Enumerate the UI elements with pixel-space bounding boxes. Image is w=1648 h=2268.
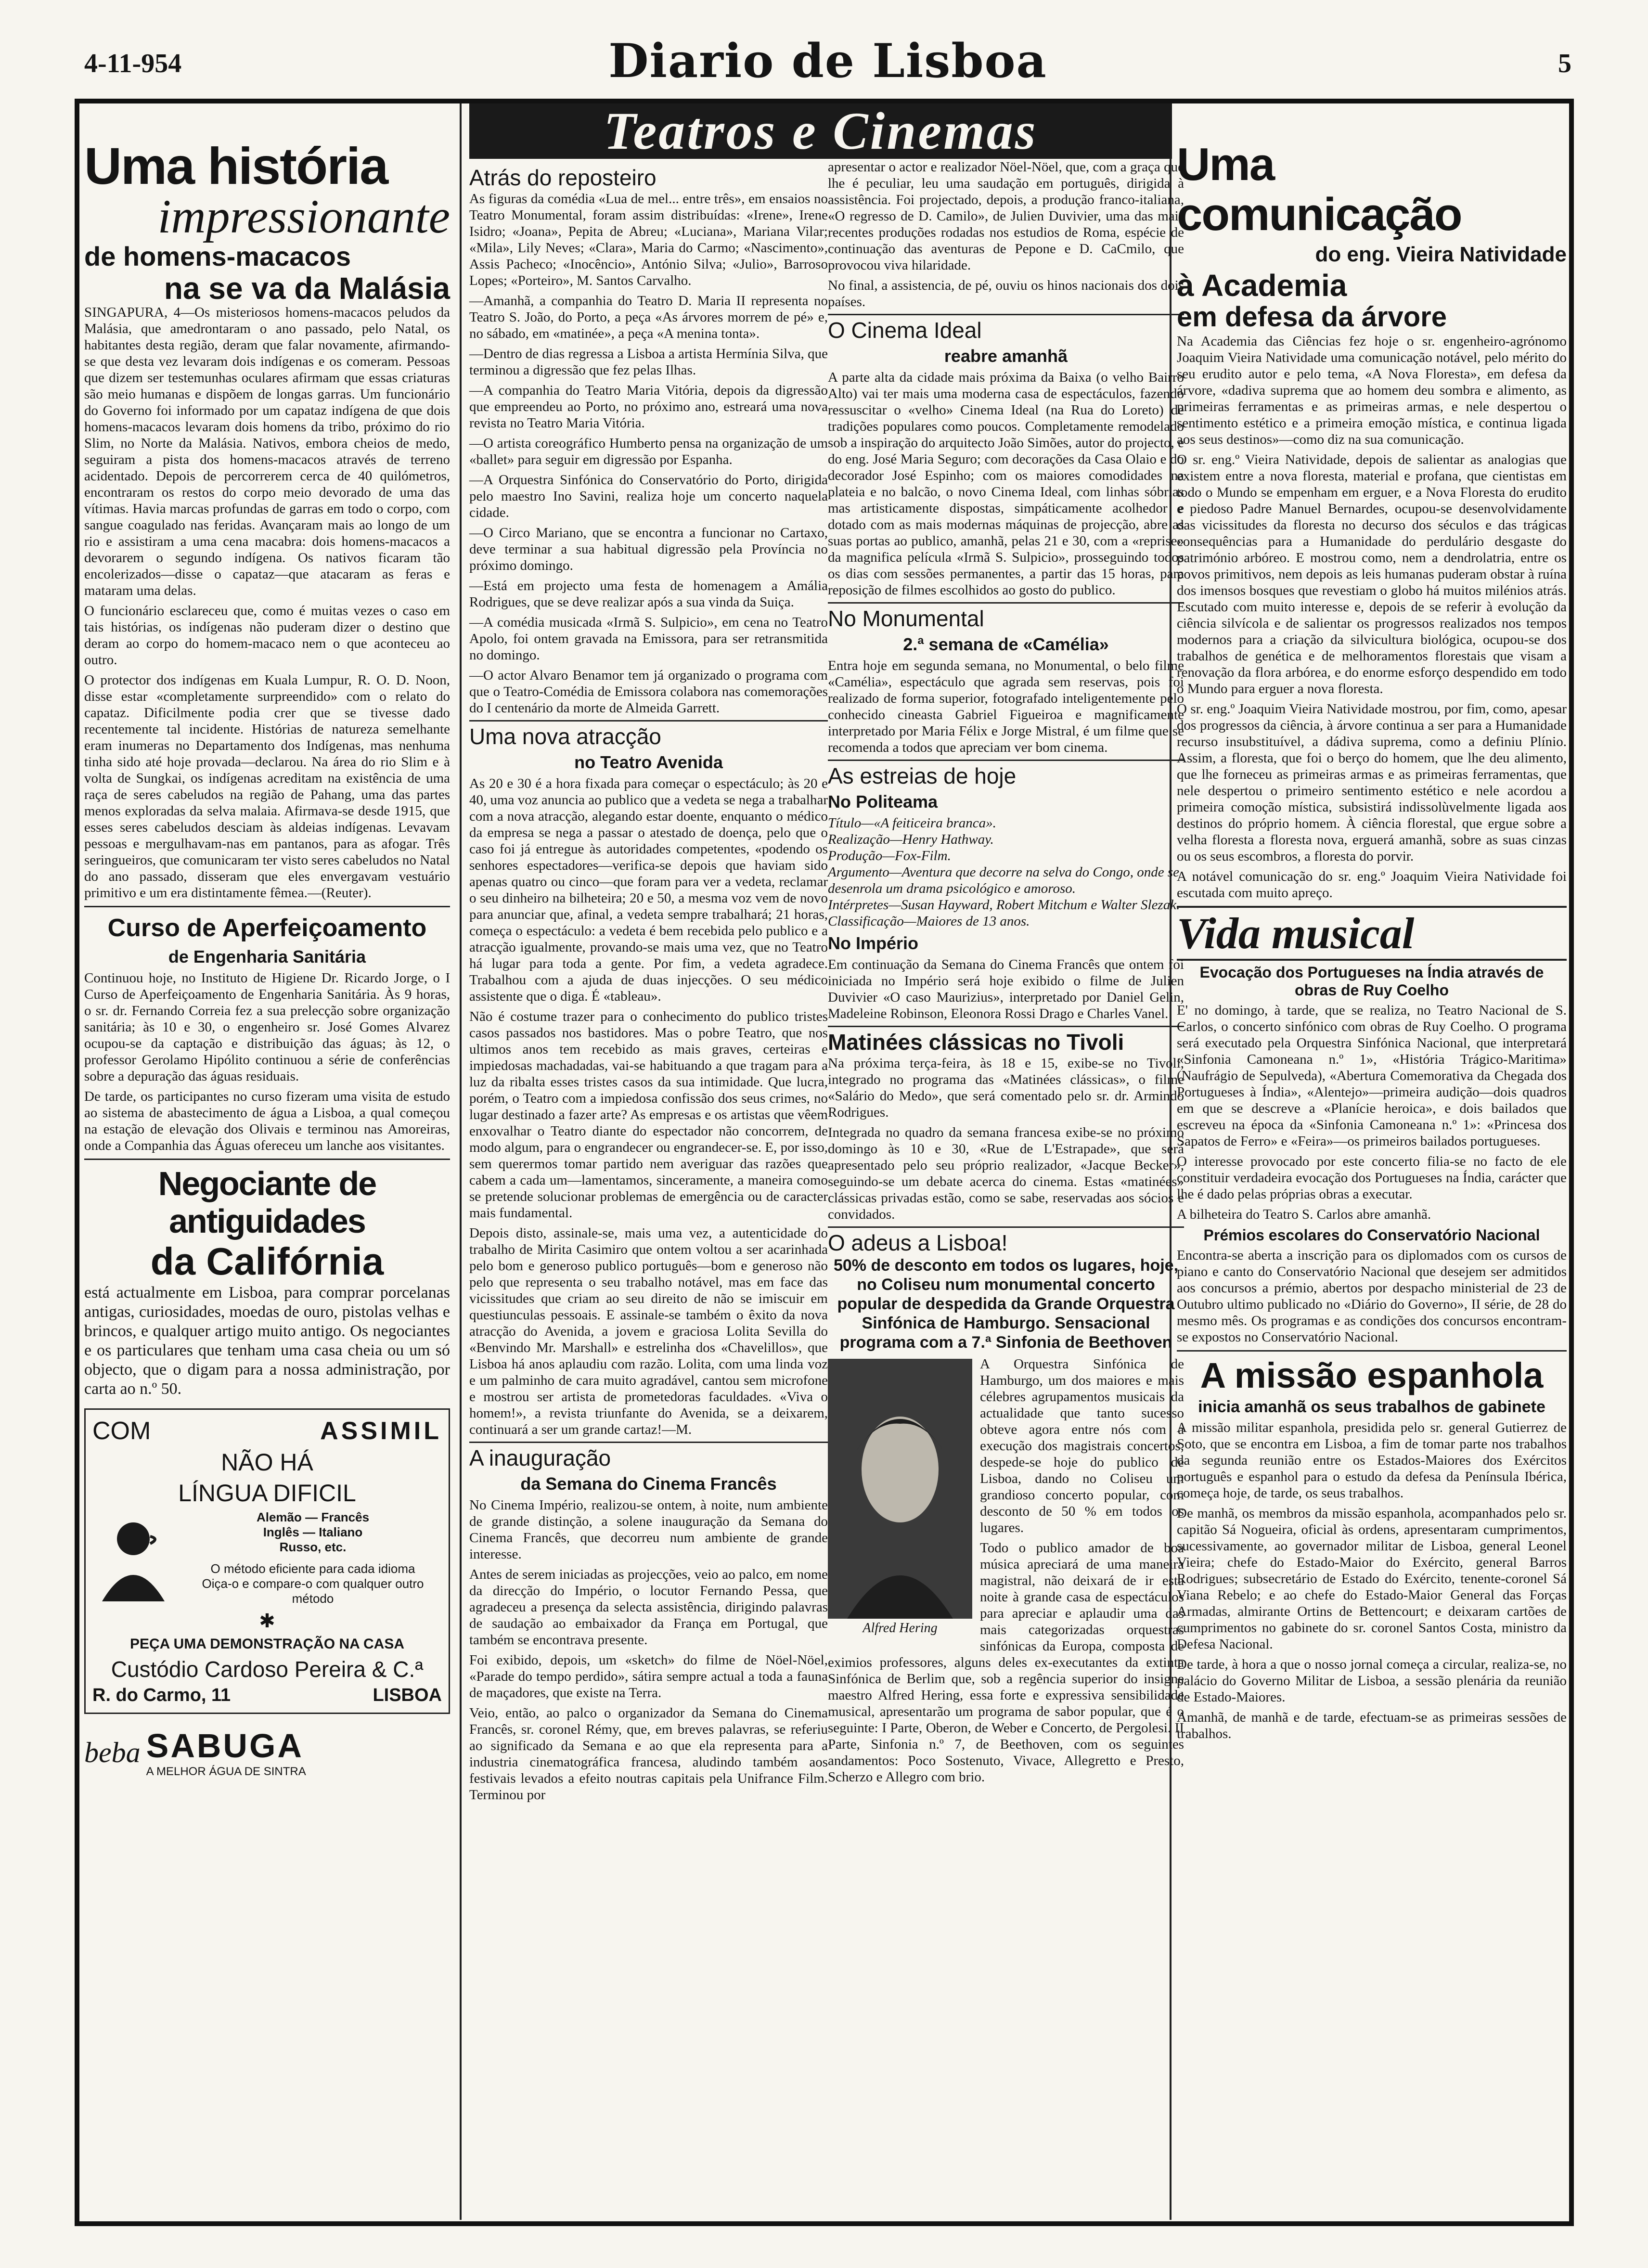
page-number: 5: [1558, 49, 1571, 78]
article-paragraph: A notável comunicação do sr. eng.º Joaquim Vieira Natividade foi escutada com muito apreço.: [1177, 869, 1567, 901]
ad-text: PEÇA UMA DEMONSTRAÇÃO NA CASA: [130, 1636, 404, 1652]
assimil-ad: [84, 1408, 450, 1714]
headline: da Califórnia: [150, 1240, 384, 1283]
ad-header: [92, 1417, 442, 1445]
headline: A missão espanhola: [1200, 1355, 1544, 1395]
divider: [1177, 1350, 1567, 1352]
headline: em defesa da árvore: [1177, 301, 1447, 333]
article-paragraph: apresentar o actor e realizador Nöel-Nöel, que, com a graça que lhe é peculiar, leu uma saudação em português, dirigida à assistência. Foi projectado, depois, a produção franco-italiana, «O regresso de D. Camilo», de Julien Duvivier, uma das mais recentes produções rodadas nos estudios de Roma, espécie de continuação das aventuras de Pepone e D. CaCmilo, que provocou viva hilaridade.: [828, 159, 1184, 273]
divider: [84, 906, 450, 907]
article-paragraph: —A Orquestra Sinfónica do Conservatório do Porto, dirigida pelo maestro Ino Savini, realiza hoje um concerto naquela cidade.: [469, 472, 828, 520]
subheadline: No Politeama: [828, 792, 938, 812]
newspaper-title: Diario de Lisboa: [608, 34, 1047, 88]
speaker-figure-icon: [92, 1515, 174, 1601]
ad-text: LÍNGUA DIFICIL: [178, 1480, 356, 1507]
article-paragraph: Foi exibido, depois, um «sketch» do filme de Nöel-Nöel, «Parade do tempo perdido», sátira sempre actual a toda a fauna de maçadores, que existe na Terra.: [469, 1652, 828, 1701]
headline-line: Uma história: [84, 137, 388, 195]
article-paragraph: De tarde, à hora a que o nosso jornal começa a circular, realiza-se, no palácio do Governo Militar de Lisboa, a sessão plenária da reunião de Estado-Maiores.: [1177, 1657, 1567, 1705]
article-paragraph: Em continuação da Semana do Cinema Francês que ontem foi iniciada no Império será hoje exibido o filme de Julien Duvivier «O caso Maurizius», interpretado por Daniel Gelin, Madeleine Robinson, Eleonora Rossi Drago e Charles Vanel.: [828, 957, 1184, 1021]
ad-text: O método eficiente para cada idioma Oiça-o e compare-o com qualquer outro método: [202, 1561, 424, 1606]
article-paragraph: Entra hoje em segunda semana, no Monumental, o belo filme «Camélia», espectáculo que agrada sem reservas, pois foi realizado de forma superior, fotografado inteligentemente pelo conhecido cineasta Gabriel Figueiroa e magnificamente interpretado por Maria Félix e Jorge Mistral, é um filme que se recomenda a todos que apreciam ver bom cinema.: [828, 658, 1184, 755]
ad-text: NÃO HÁ: [221, 1449, 313, 1476]
article-paragraph: —A comédia musicada «Irmã S. Sulpicio», em cena no Teatro Apolo, foi ontem gravada na Emissora, para ser retransmitida no domingo.: [469, 615, 828, 663]
portrait-photo: [828, 1359, 972, 1619]
article-paragraph: —Está em projecto uma festa de homenagem a Amália Rodrigues, que se deve realizar após a sua vinda da Suiça.: [469, 578, 828, 610]
article-paragraph: De tarde, os participantes no curso fizeram uma visita de estudo ao sistema de abastecimento de água a Lisboa, a qual começou na estação de elevação dos Olivais e terminou nas Amoreiras, onde a Companhia das Águas ofereceu um lanche aos visitantes.: [84, 1089, 450, 1153]
ad-tagline: A MELHOR ÁGUA DE SINTRA: [146, 1765, 306, 1778]
ad-address: R. do Carmo, 11: [92, 1685, 231, 1705]
headline: Uma comunicação: [1177, 139, 1462, 240]
article-paragraph: Na próxima terça-feira, às 18 e 15, exibe-se no Tivoli, integrado no programa das «Matinées clássicas», o filme «Salário do Medo», que será comentado pelo sr. dr. Armindo Rodrigues.: [828, 1056, 1184, 1120]
article-paragraph: As figuras da comédia «Lua de mel... entre três», em ensaios no Teatro Monumental, foram assim distribuídas: «Irene», Irene Isidro; «Joana», Pepita de Abreu; «Luciana», Mariana Vilar; «Mila», Lily Neves; «Clara», Maria do Carmo; «Nascimento», Assis Pacheco; «Inocêncio», António Silva; «Julio», Barroso Lopes; «Porteiro», M. Santos Carvalho.: [469, 191, 828, 288]
article-paragraph: Depois disto, assinale-se, mais uma vez, a autenticidade do trabalho de Mirita Casimiro que ontem voltou a ser acarinhada pelo bom e generoso publico português—bom e generoso não pelo que representa o seu trabalho notável, mas em face das vicissitudes que criam ao seu direito de não se imiscuir em questiunculas pessoais. E assinale-se também o êxito da nova atracção do Avenida, a jovem e graciosa Lolita Sevilla do «Benvindo Mr. Marshall» e estrelinha dos «Chavelillos», que Lisboa há anos aplaudiu com razão. Lolita, com uma linda voz e um palminho de cara muito agradável, cantou sem microfone e mostrou ser artista de prometedoras faculdades. «Viva o homem!», a revista triunfante do Avenida, se a deixarem, continuará a ser um grande cartaz!—M.: [469, 1225, 828, 1437]
article-paragraph: Amanhã, de manhã e de tarde, efectuam-se as primeiras sessões de trabalhos.: [1177, 1710, 1567, 1741]
article-paragraph: A missão militar espanhola, presidida pelo sr. general Gutierrez de Soto, que se encontra em Lisboa, a fim de tomar parte nos trabalhos da segunda reunião entre os Estados-Maiores dos Exércitos português e espanhol para o estudo da defesa da Península Ibérica, começa hoje, de tarde, os seus trabalhos.: [1177, 1420, 1567, 1501]
article-paragraph: Integrada no quadro da semana francesa exibe-se no próximo domingo às 10 e 30, «Rue de L'Estrapade», que será apresentado pelo seu próprio realizador, «Jacque Becker», seguindo-se um debate acerca do cinema. Estas «matinées» clássicas privadas estão, como se sabe, reservadas aos sócios e convidados.: [828, 1125, 1184, 1222]
headline: à Academia: [1177, 268, 1347, 303]
masthead: [84, 34, 1571, 96]
article-paragraph: A bilheteira do Teatro S. Carlos abre amanhã.: [1177, 1207, 1431, 1222]
column-4: [1177, 111, 1567, 2220]
article-paragraph: A parte alta da cidade mais próxima da Baixa (o velho Bairro Alto) vai ter mais uma moderna casa de espectáculos, fazendo ressuscitar o «velho» Cinema Ideal (na Rua do Loreto) de tradições populares como poucos. Completamente remodelado sob a inspiração do arquitecto João Simões, autor do projecto, e do eng. José Maria Seguro; com decorações da Casa Olaio e do decorador José Espinho; com os maiores comodidades na plateia e no balcão, o novo Cinema Ideal, com linhas sóbrias mas artisticamente dispostas, simpáticamente acolhedor e dotado com as mais modernas máquinas de projecção, abre as suas portas ao publico, amanhã, pelas 21 e 30, com a «reprise» da magnifica película «Irmã S. Sulpicio», prosseguindo todos os dias com sessões permanentes, a partir das 15 horas, para reposição de filmes escolhidos ao gosto do publico.: [828, 370, 1184, 598]
divider: [84, 1159, 450, 1160]
section-heading: Uma nova atracção: [469, 720, 828, 749]
column-3: [828, 159, 1184, 2220]
headline-line: de homens-macacos: [84, 241, 351, 271]
issue-date: 4-11-954: [84, 49, 182, 78]
section-heading: Vida musical: [1177, 906, 1567, 961]
ad-text: COM: [92, 1417, 151, 1445]
ad-body: [92, 1510, 442, 1606]
headline-line: na se va da Malásia: [164, 271, 450, 306]
article-paragraph: No final, a assistencia, de pé, ouviu os hinos nacionais dos dois países.: [828, 278, 1184, 309]
article-paragraph: Continuou hoje, no Instituto de Higiene Dr. Ricardo Jorge, o I Curso de Aperfeiçoamento de Engenharia Sanitária. Às 9 horas, o sr. dr. Fernando Correia fez a sua prelecção sobre organização sanitária; às 10 e 30, o engenheiro sr. José Gomes Alvarez ocupou-se da captação e distribuição das águas; às 12, o professor Gerolamo Hipólito continuou a série de conferências sobre a depuração das águas residuais.: [84, 970, 450, 1084]
article-paragraph: As 20 e 30 é a hora fixada para começar o espectáculo; às 20 e 40, uma voz anuncia ao publico que a vedeta se nega a trabalhar com a nova atracção, alegando estar doente, enquanto o médico da empresa se nega a passar o atestado de doença, pelo que o caso foi já entregue às autoridades competentes, «podendo os senhores espectadores—verifica-se depois que haviam sido apenas quatro ou cinco—que foram para ver a vedeta, reclamar o seu dinheiro na bilheteira; 20 e 50, a mesma voz vem de novo para anunciar que, afinal, a vedeta sempre trabalhará; 21 horas, começa o espectáculo: a vedeta é bem recebida pelo publico e a atracção igualmente, provando-se mais uma vez, que no Teatro há lugar para toda a gente. Por fim, a vedeta agradece. Trabalhou com a ajuda de duas injecções. O seu médico assistente que o diga. É «tableau».: [469, 776, 828, 1004]
headline: Negociante de antiguidades: [158, 1165, 376, 1240]
section-heading: Matinées clássicas no Tivoli: [828, 1026, 1184, 1055]
subheadline: reabre amanhã: [944, 346, 1068, 366]
article-paragraph: —O Circo Mariano, que se encontra a funcionar no Cartaxo, deve terminar a sua habitual digressão pela Província no próximo domingo.: [469, 525, 828, 573]
headline: Curso de Aperfeiçoamento: [107, 914, 427, 942]
section-heading: O Cinema Ideal: [828, 314, 1184, 343]
ad-languages: Alemão — Francês Inglês — Italiano Russo, etc.: [256, 1510, 370, 1554]
subheadline: de Engenharia Sanitária: [168, 947, 366, 966]
headline-line: impressionante: [157, 190, 450, 243]
article-paragraph: No Cinema Império, realizou-se ontem, à noite, num ambiente de grande distinção, a solene inauguração da Semana do Cinema Francês, que decorreu num ambiente de grande interesse.: [469, 1497, 828, 1562]
article-paragraph: —O actor Alvaro Benamor tem já organizado o programa com que o Teatro-Comédia de Emissora colabora nas comemorações do I centenário da morte de Almeida Garrett.: [469, 668, 828, 716]
ad-address-row: [92, 1685, 442, 1706]
article-paragraph: Na Academia das Ciências fez hoje o sr. engenheiro-agrónomo Joaquim Vieira Natividade uma comunicação notável, pelo mérito do seu erudito autor e pelo tema, «A Nova Floresta», em defesa da árvore, «dadiva suprema que ao homem deu sombra e alimento, as primeiras ferramentas e as primeiras armas, e nele despertou o sentimento estético e a primeira emoção mística, e continua ligada aos seus destinos»—como diz na sua comunicação.: [1177, 334, 1567, 447]
section-heading: As estreias de hoje: [828, 760, 1184, 789]
section-heading: No Monumental: [828, 602, 1184, 631]
column-1: [84, 111, 450, 2220]
subheadline: 2.ª semana de «Camélia»: [903, 634, 1109, 654]
article-paragraph: —A companhia do Teatro Maria Vitória, depois da digressão que empreendeu ao Porto, no próximo ano, estreará uma nova revista no Teatro Maria Vitória.: [469, 383, 828, 431]
article-paragraph: —Dentro de dias regressa a Lisboa a artista Hermínia Silva, que terminou a digressão que fez pelas Ilhas.: [469, 346, 828, 378]
article-paragraph: SINGAPURA, 4—Os misteriosos homens-macacos peludos da Malásia, que amedrontaram o ano passado, pelo Natal, os habitantes desta região, deram que falar novamente, afirmando-se que desta vez levaram dois indígenas e os comeram. Pessoas que dizem ser testemunhas oculares afirmam que essas criaturas são meio humanas e dispõem de longas garras. Um funcionário do Governo foi informado por um capataz indígena de que dois homens-macacos levaram dois homens da tribo, próximo do rio Slim, no Norte da Malásia. Nativos, embora cheios de medo, seguiram a pista dos homens-macacos através de terreno acidentado. Depois de percorrerem cerca de 40 quilómetros, encontraram os restos do corpo meio devorado de uma das vítimas. Havia marcas profundas de garras em todo o corpo, com sangue coagulado nas feridas. Avançaram mais ao longo de um rio e assistiram a uma cena macabra: dois homens-macacos a devorarem o segundo indígena. Os nativos ficaram tão encolerizados—disse o capataz—que atacaram as feras e mataram uma delas.: [84, 305, 450, 598]
section-heading: A inauguração: [469, 1442, 828, 1471]
ad-seller: Custódio Cardoso Pereira & C.ª: [111, 1657, 424, 1682]
subheadline: Evocação dos Portugueses na Índia através de obras de Ruy Coelho: [1199, 964, 1544, 999]
article-paragraph: —Amanhã, a companhia do Teatro D. Maria II representa no Teatro S. João, do Porto, a peça «As árvores morrem de pé» e, no sábado, em «matinée», a peça «A menina tonta».: [469, 293, 828, 341]
subheadline: Prémios escolares do Conservatório Nacional: [1203, 1226, 1540, 1244]
ad-city: LISBOA: [373, 1685, 442, 1705]
portrait-image: [828, 1359, 972, 1619]
photo-caption: Alfred Hering: [863, 1621, 938, 1636]
column-divider: [460, 103, 462, 2220]
article-paragraph: Não é costume trazer para o conhecimento do publico tristes casos passados nos bastidores. Mas o pobre Teatro, que nos ultimos anos tem recebido as mais graves, certeiras e impiedosas machadadas, vai-se habituando a que tragam para a luz da ribalta esses tristes casos da sua intimidade. Que lucra, porém, o Teatro com a impiedosa confissão dos seus crimes, no lugar destinado a fazer arte? As empresas e os artistas que vêem enxovalhar o Teatro diante do espectador não concorrem, de modo algum, para o engrandecer ou engrandecer-se. E, por isso, sem querermos tomar partido nem averiguar das razões que cabem a cada um—lamentamos, sinceramente, a maneira como se pretende solucionar problemas de emergência ou de caracter mais fundamental.: [469, 1009, 828, 1221]
brand-name: SABUGA: [146, 1727, 304, 1765]
article-paragraph: De manhã, os membros da missão espanhola, acompanhados pelo sr. capitão Sá Nogueira, oficial às ordens, apresentaram cumprimentos, sucessivamente, ao governador militar de Lisboa, general Leonel Vieira; chefe do Estado-Maior do Exército, general Barros Rodrigues; subsecretário de Estado do Exército, tenente-coronel Sá Viana Rebelo; e ao chefe do Estado-Maior General das Forças Armadas, almirante Ortins de Bettencourt; e deixaram cartões de cumprimentos no gabinete do sr. coronel Santos Costa, ministro da Defesa Nacional.: [1177, 1506, 1567, 1652]
film-credits: Título—«A feiticeira branca». Realização—Henry Hathway. Produção—Fox-Film. Argumento—Aventura que decorre na selva do Congo, onde se desenrola um drama psicológico e amoroso. Intérpretes—Susan Hayward, Robert Mitchum e Walter Slezak. Classificação—Maiores de 13 anos.: [828, 815, 1180, 929]
section-heading: Atrás do reposteiro: [469, 165, 657, 190]
article-paragraph: Todo o publico amador de boa música apreciará de uma maneira magistral, não deixará de ir esta noite à grande casa de espectáculos para apreciar e aplaudir uma das mais categorizadas orquestras sinfónicas da Europa, composta de eximios professores, alguns deles ex-executantes da extinta Sinfónica de Berlim que, sob a regência superior do insigne maestro Alfred Hering, essa forte e expressiva sensibilidade musical, apresentarão um programa de sabor popular, que é o seguinte: I Parte, Oberon, de Weber e Concerto, de Pergolesi. II Parte, Sinfonia n.º 7, de Beethoven, com os seguintes andamentos: Poco Sostenuto, Vivace, Allegretto e Presto, Scherzo e Allegro com brio.: [828, 1540, 1184, 1785]
section-heading: O adeus a Lisboa!: [828, 1226, 1184, 1256]
article-lead: 50% de desconto em todos os lugares, hoje, no Coliseu num monumental concerto popular de despedida da Grande Orquestra Sinfónica de Hamburgo. Sensacional programa com a 7.ª Sinfonia de Beethoven: [833, 1256, 1179, 1352]
article-paragraph: O protector dos indígenas em Kuala Lumpur, R. O. D. Noon, disse estar «completamente surpreendido» com o relato do capataz. Dificilmente podia crer que se tivesse dado recentemente tal incidente. Histórias de natureza semelhante eram inumeras no Departamento dos Indígenas, mas nenhuma tinha sido até hoje provada—declarou. Na área do rio Slim e à volta de Sungkai, os indígenas acreditam na existência de uma raça de seres cabeludos na região de Pahang, uma das partes menos exploradas da selva malaia. Afirmava-se desde 1915, que esses seres cabeludos desciam às aldeias indígenas. Levavam pessoas e mergulhavam-nas em pantanos, para as afogar. Três seringueiros, que comunicaram ter visto seres cabeludos no Natal do ano passado, disseram que eles envergavam vestuário primitivo e um era distintamente fêmea.—(Reuter).: [84, 672, 450, 901]
article-paragraph: está actualmente em Lisboa, para comprar porcelanas antigas, curiosidades, moedas de ouro, pistolas velhas e brincos, e qualquer artigo muito antigo. Os negociantes e os particulares que tenham uma casa cheia ou um só objecto, que o digam para a nossa administração, por carta ao n.º 50.: [84, 1284, 450, 1398]
brand-name: ASSIMIL: [320, 1417, 442, 1445]
article-paragraph: Veio, então, ao palco o organizador da Semana do Cinema Francês, sr. coronel Rémy, que, em breves palavras, se referiu ao significado da Semana e ao que ela representa para a industria cinematográfica francesa, aludindo também aos festivais levados a efeito noutras capitais pela Unifrance Film. Terminou por: [469, 1705, 828, 1803]
article-paragraph: O sr. eng.º Joaquim Vieira Natividade mostrou, por fim, como, apesar dos progressos da ciência, à árvore continua a ser para a Humanidade recurso insubstituível, a dádiva suprema, como a definiu Plínio. Assim, a floresta, que foi o berço do homem, que lhe deu alimento, que lhe forneceu as primeiras armas e as primeiras ferramentas, que nele despertou o primeiro sentimento estético e nele acordou a primeira comoção mística, subsistirá indissolùvelmente ligada aos destinos do próprio homem. À ciência florestal, que ergue sobre a velha floresta a floresta nova, erguerá amanhã, sobre as suas cinzas ou os seus escombros, a floresta do porvir.: [1177, 701, 1567, 864]
subheadline: do eng. Vieira Natividade: [1315, 243, 1567, 266]
article-paragraph: E' no domingo, à tarde, que se realiza, no Teatro Nacional de S. Carlos, o concerto sinfónico com obras de Ruy Coelho. O programa será executado pela Orquestra Sinfónica Nacional, que interpretará «Sinfonia Camoneana n.º 1», «História Trágico-Maritima» (Naufrágio de Sepulveda), «Abertura Comemorativa da Chegada dos Portugueses à Índia», «Alentejo»—primeira audição—dois quadros em que se descreve a «Planície heroica», e dois bailados que escreveu na época da «Sinfonia Camoneana n.º 1»: «Princesa dos Sapatos de Ferro» e «Feira»—os primeiros bailados portugueses.: [1177, 1003, 1567, 1149]
article-paragraph: —O artista coreográfico Humberto pensa na organização de um «ballet» para seguir em digressão por Espanha.: [469, 436, 828, 467]
subheadline: no Teatro Avenida: [574, 752, 723, 772]
section-banner: Teatros e Cinemas: [469, 103, 1172, 159]
ad-text: beba: [84, 1736, 141, 1768]
article-paragraph: O funcionário esclareceu que, como é muitas vezes o caso em tais histórias, os indígenas não puderam dizer o destino que deram ao corpo do homem-macaco nem o que aconteceu ao outro.: [84, 603, 450, 668]
article-paragraph: Antes de serem iniciadas as projecções, veio ao palco, em nome da direcção do Império, o locutor Fernando Pessa, que agradeceu a presença da selecta assistência, dirigindo palavras de saudação ao embaixador da França em Portugal, que também se encontrava presente.: [469, 1567, 828, 1648]
article-paragraph: Encontra-se aberta a inscrição para os diplomados com os cursos de piano e canto do Conservatório Nacional que desejem ser admitidos aos concursos a prémio, abertos por despacho ministerial de 23 de Outubro ultimo publicado no «Diário do Governo», II série, de 28 do mesmo mês. Os programas e as condições dos concursos encontram-se expostos no Conservatório Nacional.: [1177, 1248, 1567, 1345]
subheadline: No Império: [828, 933, 919, 953]
subheadline: da Semana do Cinema Francês: [520, 1474, 777, 1494]
article-paragraph: A Orquestra Sinfónica de Hamburgo, um dos maiores e mais célebres agrupamentos musicais da actualidade que tanto sucesso obteve agora entre nós com a execução dos magistrais concertos, despede-se hoje do publico de Lisboa, dando no Coliseu um grandioso concerto popular, com desconto de 50 % em todos os lugares.: [980, 1356, 1184, 1535]
sabuga-ad: [84, 1727, 450, 1778]
article-paragraph: O interesse provocado por este concerto filia-se no facto de ele constituir verdadeira evocação dos Portugueses na Índia, carácter que lhe é dado pelas próprias obras a executar.: [1177, 1154, 1567, 1202]
article-paragraph: O sr. eng.º Vieira Natividade, depois de salientar as analogias que existem entre a nova floresta, material e profana, que cientistas em todo o Mundo se empenham em erguer, e a Nova Floresta do erudito e piedoso Padre Manuel Bernardes, ocupou-se desenvolvidamente das vicissitudes da floresta no decurso dos séculos e das trágicas consequências para a Humanidade do perdulário desgaste do património arbóreo. E mostrou como, nem a dendrolatria, entre os povos primitivos, nem depois as leis humanas puderam obstar à ruína dos imensos bosques que revestiam o globo há muitos milénios atrás. Escutado com muito interesse e, depois de se referir à evolução da ciência silvícola e de salientar os progressos realizados nos tempos modernos para a criação da silvicultura biológica, ocupou-se dos trabalhos de genética e de melhoramentos florestais que visam a renovação da flora arbórea, e do enorme esforço despendido em todo o Mundo para erguer a nova floresta.: [1177, 452, 1567, 696]
star-icon: ✱: [259, 1611, 275, 1632]
subheadline: inicia amanhã os seus trabalhos de gabinete: [1198, 1398, 1545, 1416]
